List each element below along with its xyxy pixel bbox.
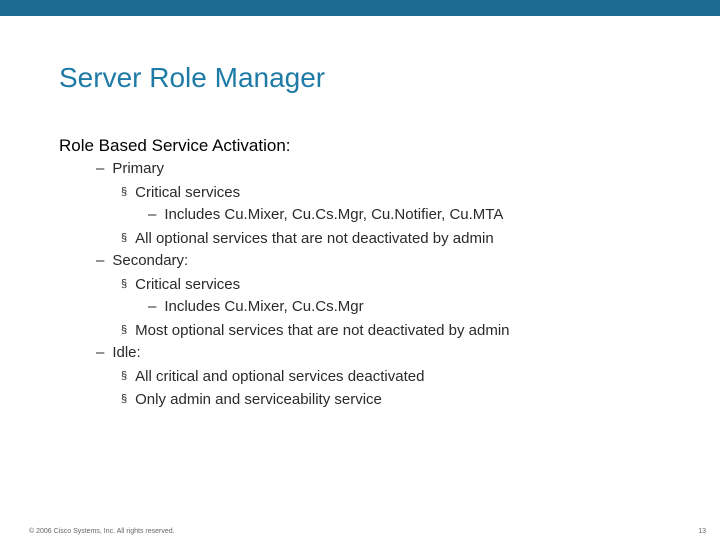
bullet-text: Critical services [135, 184, 241, 201]
square-bullet-icon: § [121, 370, 128, 382]
bullet-text: All optional services that are not deactivated by admin [135, 230, 494, 247]
bullet-text: Includes Cu.Mixer, Cu.Cs.Mgr [164, 298, 364, 315]
top-bar [0, 0, 720, 16]
bullet-text: Only admin and serviceability service [135, 391, 382, 408]
bullet-item-level-2 [121, 365, 424, 387]
square-bullet-icon: § [121, 186, 128, 198]
bullet-text: Primary [112, 160, 165, 177]
bullet-text: Critical services [135, 276, 241, 293]
slide-heading: Role Based Service Activation: [59, 136, 291, 155]
dash-bullet-icon: – [148, 298, 157, 315]
bullet-item-level-2 [121, 388, 382, 410]
bullet-text: Idle: [112, 344, 141, 361]
bullet-item-level-3 [148, 296, 364, 318]
bullet-item-level-2 [121, 273, 240, 295]
dash-bullet-icon: – [96, 344, 105, 361]
dash-bullet-icon: – [148, 206, 157, 223]
square-bullet-icon: § [121, 232, 128, 244]
page-number: 13 [698, 528, 706, 535]
bullet-text: Most optional services that are not deactivated by admin [135, 322, 510, 339]
bullet-item-level-2 [121, 181, 240, 203]
bullet-item-level-2 [121, 319, 510, 341]
square-bullet-icon: § [121, 278, 128, 290]
bullet-item-level-1 [96, 158, 164, 180]
dash-bullet-icon: – [96, 252, 105, 269]
bullet-item-level-3 [148, 204, 503, 226]
slide-title: Server Role Manager [59, 62, 326, 93]
bullet-text: Includes Cu.Mixer, Cu.Cs.Mgr, Cu.Notifier, Cu.MTA [164, 206, 504, 223]
bullet-item-level-1 [96, 342, 141, 364]
bullet-text: Secondary: [112, 252, 189, 269]
bullet-item-level-2 [121, 227, 494, 249]
copyright-footer: © 2006 Cisco Systems, Inc. All rights reserved. [29, 528, 175, 535]
bullet-item-level-1 [96, 250, 188, 272]
bullet-text: All critical and optional services deactivated [135, 368, 425, 385]
square-bullet-icon: § [121, 393, 128, 405]
dash-bullet-icon: – [96, 160, 105, 177]
square-bullet-icon: § [121, 324, 128, 336]
